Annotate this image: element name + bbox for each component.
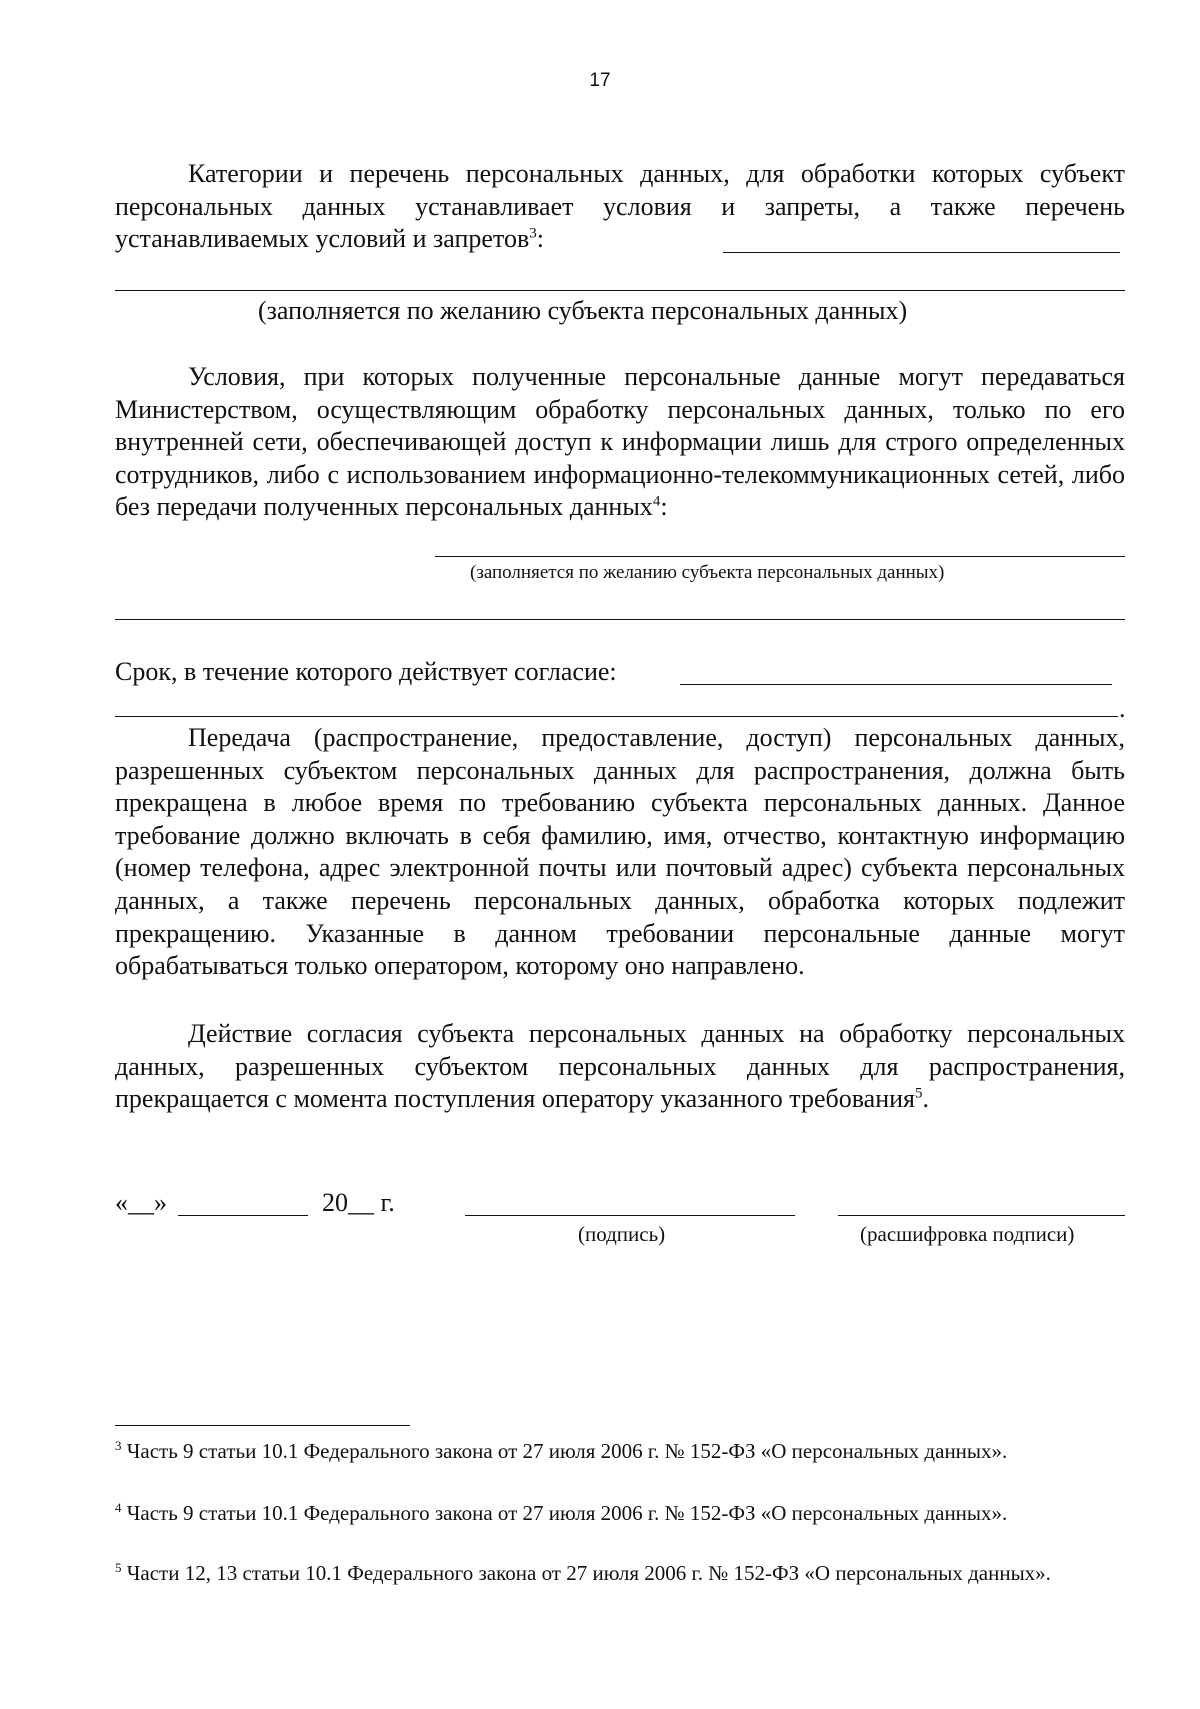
footnote-4 bbox=[115, 1500, 1125, 1526]
decryption-caption: (расшифровка подписи) bbox=[860, 1222, 1075, 1246]
conditions-colon: : bbox=[660, 492, 668, 522]
categories-colon: : bbox=[536, 224, 544, 254]
categories-fill-line-1[interactable] bbox=[723, 252, 1120, 253]
term-fill-line-1[interactable] bbox=[680, 684, 1112, 685]
categories-fill-line-2[interactable] bbox=[115, 290, 1125, 291]
footnote-4-number: 4 bbox=[115, 1500, 122, 1515]
footnote-5-number: 5 bbox=[115, 1560, 122, 1575]
footnote-3-number: 3 bbox=[115, 1438, 122, 1453]
signature-caption: (подпись) bbox=[578, 1222, 666, 1246]
footnote-separator bbox=[115, 1425, 410, 1426]
footnote-ref-4: 4 bbox=[652, 493, 661, 510]
footnote-ref-3: 3 bbox=[529, 225, 537, 242]
footnote-3 bbox=[115, 1438, 1125, 1464]
categories-caption: (заполняется по желанию субъекта персональных данных) bbox=[258, 296, 908, 325]
footnote-5-text: Части 12, 13 статьи 10.1 Федерального закона от 27 июля 2006 г. № 152-ФЗ «О персональных данных». bbox=[126, 1561, 1051, 1585]
decryption-line[interactable] bbox=[838, 1215, 1125, 1216]
conditions-fill-line-1[interactable] bbox=[435, 556, 1125, 557]
date-year-field[interactable]: 20__ г. bbox=[322, 1188, 395, 1217]
conditions-fill-line-2[interactable] bbox=[115, 619, 1125, 620]
conditions-caption: (заполняется по желанию субъекта персональных данных) bbox=[470, 562, 945, 583]
term-fill-line-2[interactable] bbox=[115, 716, 1118, 717]
date-month-line[interactable] bbox=[178, 1215, 308, 1216]
signature-line[interactable] bbox=[465, 1215, 795, 1216]
categories-text: Категории и перечень персональных данных, для обработки которых субъект персональных данных устанавливает условия и запреты, а также перечень устанавливаемых условий и запретов bbox=[115, 159, 1125, 254]
date-day-field[interactable]: «__» bbox=[115, 1188, 167, 1217]
termination-paragraph bbox=[115, 1018, 1125, 1116]
revocation-paragraph: Передача (распространение, предоставление, доступ) персональных данных, разрешенных субъектом персональных данных для распространения, должна быть прекращена в любое время по требованию субъекта персональных данных. Данное требование должно включать в себя фамилию, имя, отчество, контактную информацию (номер телефона, адрес электронной почты или почтовый адрес) субъекта персональных данных, а также перечень персональных данных, обработка которых подлежит прекращению. Указанные в данном требовании персональные данные могут обрабатываться только оператором, которому оно направлено. bbox=[115, 723, 1125, 981]
term-label: Срок, в течение которого действует согласие: bbox=[115, 657, 617, 686]
termination-text: Действие согласия субъекта персональных данных на обработку персональных данных, разрешенных субъектом персональных данных для распространения, прекращается с момента поступления оператору указанного требования bbox=[115, 1019, 1125, 1114]
footnote-3-text: Часть 9 статьи 10.1 Федерального закона от 27 июля 2006 г. № 152-ФЗ «О персональных данных». bbox=[126, 1439, 1008, 1463]
footnote-5 bbox=[115, 1560, 1125, 1586]
conditions-paragraph bbox=[115, 361, 1125, 524]
categories-paragraph bbox=[115, 158, 1125, 256]
term-end-mark: . bbox=[1119, 694, 1126, 723]
termination-end: . bbox=[922, 1084, 930, 1114]
conditions-text: Условия, при которых полученные персональные данные могут передаваться Министерством, осуществляющим обработку персональных данных, только по его внутренней сети, обеспечивающей доступ к информации лишь для строго определенных сотрудников, либо с использованием информационно-телекоммуникационных сетей, либо без передачи полученных персональных данных bbox=[115, 362, 1125, 522]
page-number: 17 bbox=[589, 70, 611, 91]
footnote-ref-5: 5 bbox=[915, 1085, 923, 1102]
footnote-4-text: Часть 9 статьи 10.1 Федерального закона от 27 июля 2006 г. № 152-ФЗ «О персональных данных». bbox=[126, 1501, 1008, 1525]
